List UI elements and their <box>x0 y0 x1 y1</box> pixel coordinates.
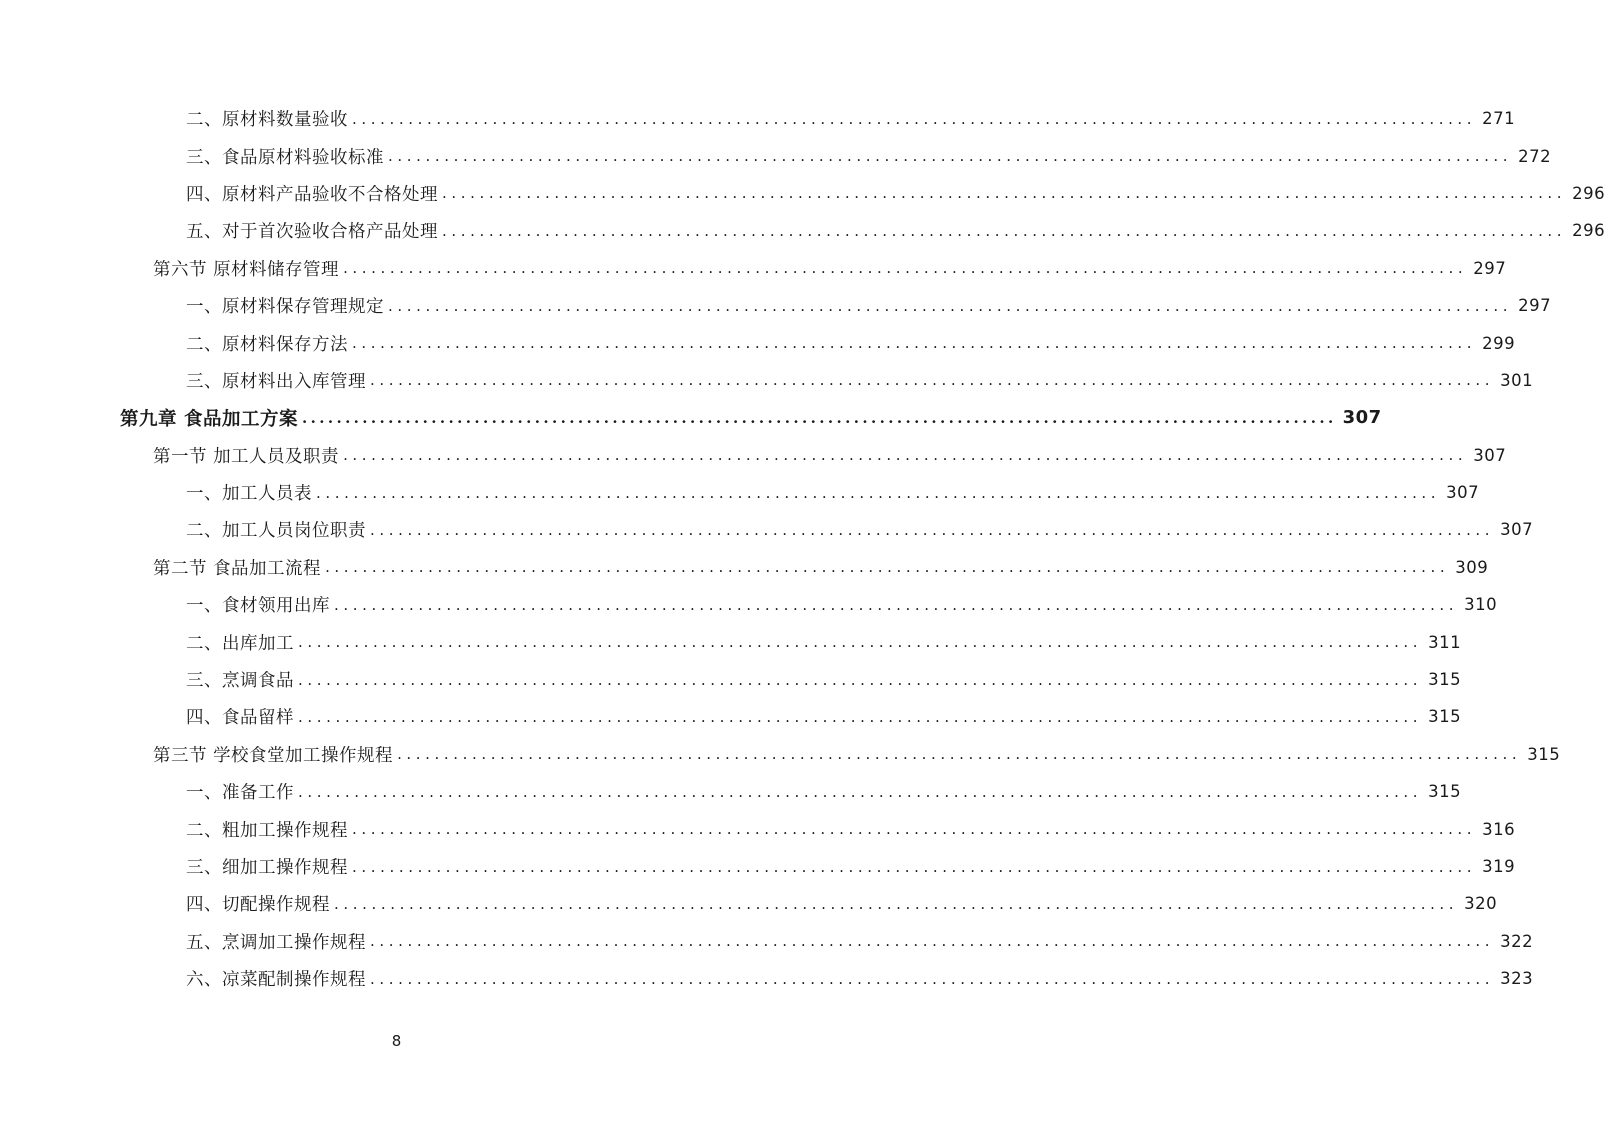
toc-subsection-entry[interactable] <box>0 175 1605 212</box>
toc-entry-label: 一、原材料保存管理规定 <box>186 293 388 318</box>
toc-dot-leader: ........................................................................................................................ <box>343 446 1468 465</box>
toc-entry-label: 第二节 食品加工流程 <box>153 555 325 580</box>
toc-subsection-entry[interactable] <box>0 923 1534 960</box>
toc-subsection-entry[interactable] <box>0 848 1516 885</box>
toc-subsection-entry[interactable] <box>0 362 1534 399</box>
toc-section-entry[interactable] <box>0 549 1489 586</box>
toc-dot-leader: ........................................................................................................................ <box>370 520 1495 539</box>
toc-dot-leader: ........................................................................................................................ <box>352 820 1477 839</box>
toc-entry-label: 三、烹调食品 <box>186 667 298 692</box>
toc-entry-label: 二、加工人员岗位职责 <box>186 517 370 542</box>
toc-entry-page-number: 299 <box>1482 333 1516 353</box>
toc-entry-page-number: 315 <box>1428 782 1462 802</box>
toc-subsection-entry[interactable] <box>0 100 1516 137</box>
toc-entry-label: 二、原材料保存方法 <box>186 331 352 356</box>
toc-entry-page-number: 272 <box>1518 146 1552 166</box>
toc-entry-label: 一、准备工作 <box>186 779 298 804</box>
toc-entry-page-number: 310 <box>1464 595 1498 615</box>
toc-subsection-entry[interactable] <box>0 661 1462 698</box>
toc-subsection-entry[interactable] <box>0 212 1605 249</box>
toc-dot-leader: ........................................................................................................................ <box>334 595 1459 614</box>
toc-entry-label: 一、食材领用出库 <box>186 592 334 617</box>
toc-subsection-entry[interactable] <box>0 287 1552 324</box>
toc-dot-leader: ........................................................................................................................ <box>370 932 1495 951</box>
toc-entry-label: 第一节 加工人员及职责 <box>153 443 343 468</box>
toc-section-entry[interactable] <box>0 736 1561 773</box>
toc-dot-leader: ........................................................................................................................ <box>397 745 1522 764</box>
toc-entry-page-number: 323 <box>1500 969 1534 989</box>
toc-subsection-entry[interactable] <box>0 474 1480 511</box>
toc-entry-page-number: 319 <box>1482 857 1516 876</box>
toc-section-entry[interactable] <box>0 437 1507 474</box>
toc-entry-label: 二、原材料数量验收 <box>186 106 352 131</box>
toc-entry-label: 四、原材料产品验收不合格处理 <box>186 181 442 206</box>
toc-dot-leader: ........................................................................................................................ <box>352 334 1477 353</box>
toc-dot-leader: ........................................................................................................................ <box>298 633 1423 652</box>
toc-entry-page-number: 296 <box>1572 183 1605 203</box>
toc-entry-page-number: 315 <box>1428 670 1462 690</box>
toc-entry-page-number: 296 <box>1572 221 1605 241</box>
toc-dot-leader: ........................................................................................................................ <box>352 857 1477 876</box>
toc-entry-label: 六、凉菜配制操作规程 <box>186 966 370 991</box>
toc-entry-page-number: 315 <box>1527 744 1561 764</box>
toc-entry-page-number: 307 <box>1446 483 1480 503</box>
toc-entry-page-number: 297 <box>1473 258 1507 278</box>
toc-subsection-entry[interactable] <box>0 773 1462 810</box>
toc-subsection-entry[interactable] <box>0 885 1498 922</box>
toc-entry-page-number: 322 <box>1500 931 1534 951</box>
toc-entry-label: 四、切配操作规程 <box>186 891 334 916</box>
toc-dot-leader: ........................................................................................................................ <box>442 221 1567 240</box>
toc-dot-leader: ........................................................................................................................ <box>388 147 1513 166</box>
toc-subsection-entry[interactable] <box>0 698 1462 735</box>
toc-entry-page-number: 297 <box>1518 296 1552 316</box>
toc-dot-leader: ........................................................................................................................ <box>316 483 1441 502</box>
toc-dot-leader: ........................................................................................................................ <box>325 558 1450 577</box>
toc-subsection-entry[interactable] <box>0 137 1552 174</box>
toc-dot-leader: ........................................................................................................................ <box>388 296 1513 315</box>
toc-dot-leader: ........................................................................................................................ <box>370 969 1495 988</box>
toc-entry-page-number: 307 <box>1342 407 1382 429</box>
toc-entry-page-number: 316 <box>1482 819 1516 839</box>
toc-dot-leader: ........................................................................................................................ <box>334 894 1459 913</box>
toc-entry-page-number: 315 <box>1428 707 1462 727</box>
toc-dot-leader: ........................................................................................................................ <box>301 408 1337 427</box>
toc-entry-label: 四、食品留样 <box>186 704 298 729</box>
toc-dot-leader: ........................................................................................................................ <box>442 184 1567 203</box>
toc-entry-label: 二、出库加工 <box>186 630 298 655</box>
toc-entry-label: 三、细加工操作规程 <box>186 854 352 879</box>
toc-entry-label: 三、食品原材料验收标准 <box>186 144 388 169</box>
toc-dot-leader: ........................................................................................................................ <box>298 670 1423 689</box>
toc-entry-label: 一、加工人员表 <box>186 480 316 505</box>
toc-section-entry[interactable] <box>0 250 1507 287</box>
toc-entry-page-number: 311 <box>1428 632 1462 652</box>
toc-entry-label: 三、原材料出入库管理 <box>186 368 370 393</box>
toc-entry-label: 五、烹调加工操作规程 <box>186 929 370 954</box>
toc-dot-leader: ........................................................................................................................ <box>343 259 1468 278</box>
toc-entry-page-number: 320 <box>1464 894 1498 914</box>
toc-entry-page-number: 301 <box>1500 370 1534 390</box>
toc-dot-leader: ........................................................................................................................ <box>352 109 1477 128</box>
toc-subsection-entry[interactable] <box>0 511 1534 548</box>
toc-dot-leader: ........................................................................................................................ <box>298 782 1423 801</box>
toc-entry-label: 第六节 原材料储存管理 <box>153 256 343 281</box>
toc-entry-label: 五、对于首次验收合格产品处理 <box>186 218 442 243</box>
toc-entry-label: 二、粗加工操作规程 <box>186 817 352 842</box>
toc-subsection-entry[interactable] <box>0 324 1516 361</box>
toc-subsection-entry[interactable] <box>0 623 1462 660</box>
toc-entry-label: 第三节 学校食堂加工操作规程 <box>153 742 397 767</box>
page-number: 8 <box>391 1032 402 1050</box>
toc-entry-page-number: 309 <box>1455 557 1489 577</box>
table-of-contents <box>0 100 1605 997</box>
toc-entry-page-number: 307 <box>1500 520 1534 540</box>
toc-dot-leader: ........................................................................................................................ <box>298 707 1423 726</box>
toc-chapter-entry[interactable] <box>0 399 1382 436</box>
toc-subsection-entry[interactable] <box>0 810 1516 847</box>
toc-dot-leader: ........................................................................................................................ <box>370 371 1495 390</box>
toc-entry-label: 第九章 食品加工方案 <box>120 405 302 431</box>
toc-subsection-entry[interactable] <box>0 960 1534 997</box>
toc-entry-page-number: 307 <box>1473 445 1507 465</box>
toc-subsection-entry[interactable] <box>0 586 1498 623</box>
toc-entry-page-number: 271 <box>1482 109 1516 129</box>
